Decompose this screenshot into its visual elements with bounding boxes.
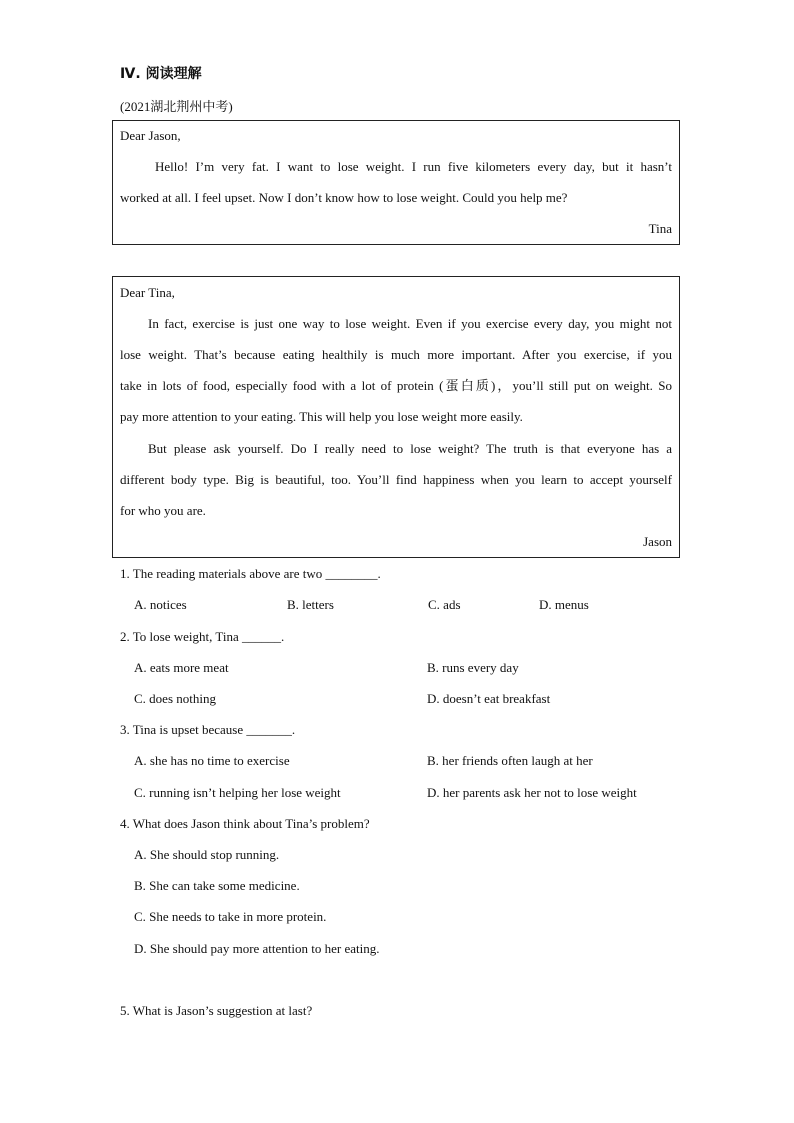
letter1-line: worked at all. I feel upset. Now I don’t know how to lose weight. Could you help me? xyxy=(120,190,568,205)
letter1-line: Hello! I’m very fat. I want to lose weight. I run five kilometers every day, but it hasn’t xyxy=(155,159,672,174)
q4-option-a[interactable]: A. She should stop running. xyxy=(134,847,280,862)
q4-option-c[interactable]: C. She needs to take in more protein. xyxy=(134,909,327,924)
letter2-line: But please ask yourself. Do I really need to lose weight? The truth is that everyone has a xyxy=(148,441,672,456)
q3-option-b[interactable]: B. her friends often laugh at her xyxy=(427,753,593,768)
letter2-greeting: Dear Tina, xyxy=(120,285,175,300)
q1-option-b[interactable]: B. letters xyxy=(287,597,334,612)
q1-option-c[interactable]: C. ads xyxy=(428,597,461,612)
q3-option-d[interactable]: D. her parents ask her not to lose weight xyxy=(427,785,637,800)
section-title: Ⅳ. 阅读理解 xyxy=(120,66,202,82)
q4-option-b[interactable]: B. She can take some medicine. xyxy=(134,878,300,893)
q1-option-d[interactable]: D. menus xyxy=(539,597,589,612)
q2-option-b[interactable]: B. runs every day xyxy=(427,660,519,675)
q2-option-d[interactable]: D. doesn’t eat breakfast xyxy=(427,691,551,706)
q2-option-a[interactable]: A. eats more meat xyxy=(134,660,229,675)
question-1-stem: 1. The reading materials above are two ________. xyxy=(120,566,381,581)
letter1-signature: Tina xyxy=(648,221,672,236)
letter2-line: take in lots of food, especially food with a lot of protein (蛋白质)，you’ll still put on weight. So xyxy=(120,378,672,393)
letter-jason-to-tina xyxy=(112,276,680,558)
letter2-line: for who you are. xyxy=(120,503,206,518)
q2-option-c[interactable]: C. does nothing xyxy=(134,691,216,706)
q1-option-a[interactable]: A. notices xyxy=(134,597,187,612)
letter2-line: pay more attention to your eating. This will help you lose weight more easily. xyxy=(120,409,523,424)
letter2-line: In fact, exercise is just one way to lose weight. Even if you exercise every day, you might not xyxy=(148,316,672,331)
q3-option-c[interactable]: C. running isn’t helping her lose weight xyxy=(134,785,341,800)
letter2-line: lose weight. That’s because eating healthily is much more important. After you exercise, if you xyxy=(120,347,672,362)
letter1-greeting: Dear Jason, xyxy=(120,128,181,143)
question-3-stem: 3. Tina is upset because _______. xyxy=(120,722,296,737)
q3-option-a[interactable]: A. she has no time to exercise xyxy=(134,753,290,768)
q4-option-d[interactable]: D. She should pay more attention to her eating. xyxy=(134,941,380,956)
letter2-signature: Jason xyxy=(643,534,672,549)
source-label: (2021湖北荆州中考) xyxy=(120,99,233,114)
question-5-stem: 5. What is Jason’s suggestion at last? xyxy=(120,1003,313,1018)
letter2-line: different body type. Big is beautiful, too. You’ll find happiness when you learn to accept yourself xyxy=(120,472,672,487)
question-4-stem: 4. What does Jason think about Tina’s problem? xyxy=(120,816,370,831)
question-2-stem: 2. To lose weight, Tina ______. xyxy=(120,629,285,644)
letter-tina-to-jason xyxy=(112,120,680,245)
